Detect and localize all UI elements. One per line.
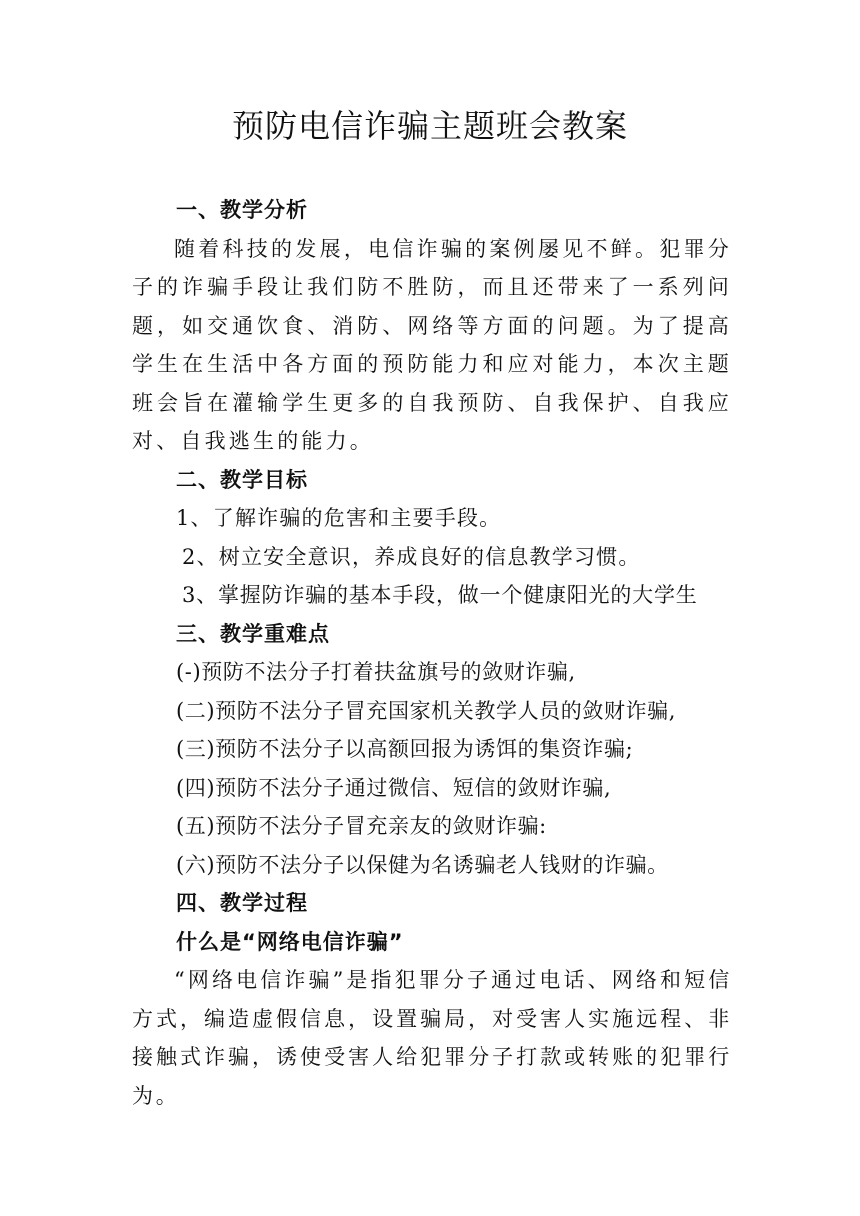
section-heading-objectives: 二、教学目标 [176,467,308,492]
key-point-item: (五)预防不法分子冒充亲友的敛财诈骗: [176,814,547,838]
key-point-item: (二)预防不法分子冒充国家机关教学人员的敛财诈骗, [176,698,677,723]
objective-item: 2、树立安全意识，养成良好的信息教学习惯。 [182,544,641,569]
process-paragraph: “网络电信诈骗”是指犯罪分子通过电话、网络和短信方式，编造虚假信息，设置骗局，对受害人实施远程、非接触式诈骗，诱使受害人给犯罪分子打款或转账的犯罪行为。 [132,968,732,1108]
key-point-item: (-)预防不法分子打着扶盆旗号的敛财诈骗, [176,660,576,684]
key-point-item: (四)预防不法分子通过微信、短信的敛财诈骗, [176,775,612,800]
key-point-item: (三)预防不法分子以高额回报为诱饵的集资诈骗; [176,737,634,761]
section-heading-process: 四、教学过程 [176,891,308,915]
objective-item: 3、掌握防诈骗的基本手段，做一个健康阳光的大学生 [182,583,698,607]
key-point-item: (六)预防不法分子以保健为名诱骗老人钱财的诈骗。 [176,852,669,877]
document-body [132,191,732,1115]
objective-item: 1、了解诈骗的危害和主要手段。 [176,506,502,530]
document-title: 预防电信诈骗主题班会教案 [231,107,628,145]
process-subheading: 什么是“网络电信诈骗” [176,929,404,954]
section-heading-key-points: 三、教学重难点 [176,621,330,646]
analysis-paragraph: 随着科技的发展，电信诈骗的案例屡见不鲜。犯罪分子的诈骗手段让我们防不胜防，而且还带来了一系列问题，如交通饮食、消防、网络等方面的问题。为了提高学生在生活中各方面的预防能力和应对能力，本次主题班会旨在灌输学生更多的自我预防、自我保护、自我应对、自我逃生的能力。 [132,236,732,453]
section-heading-analysis: 一、教学分析 [176,198,308,222]
